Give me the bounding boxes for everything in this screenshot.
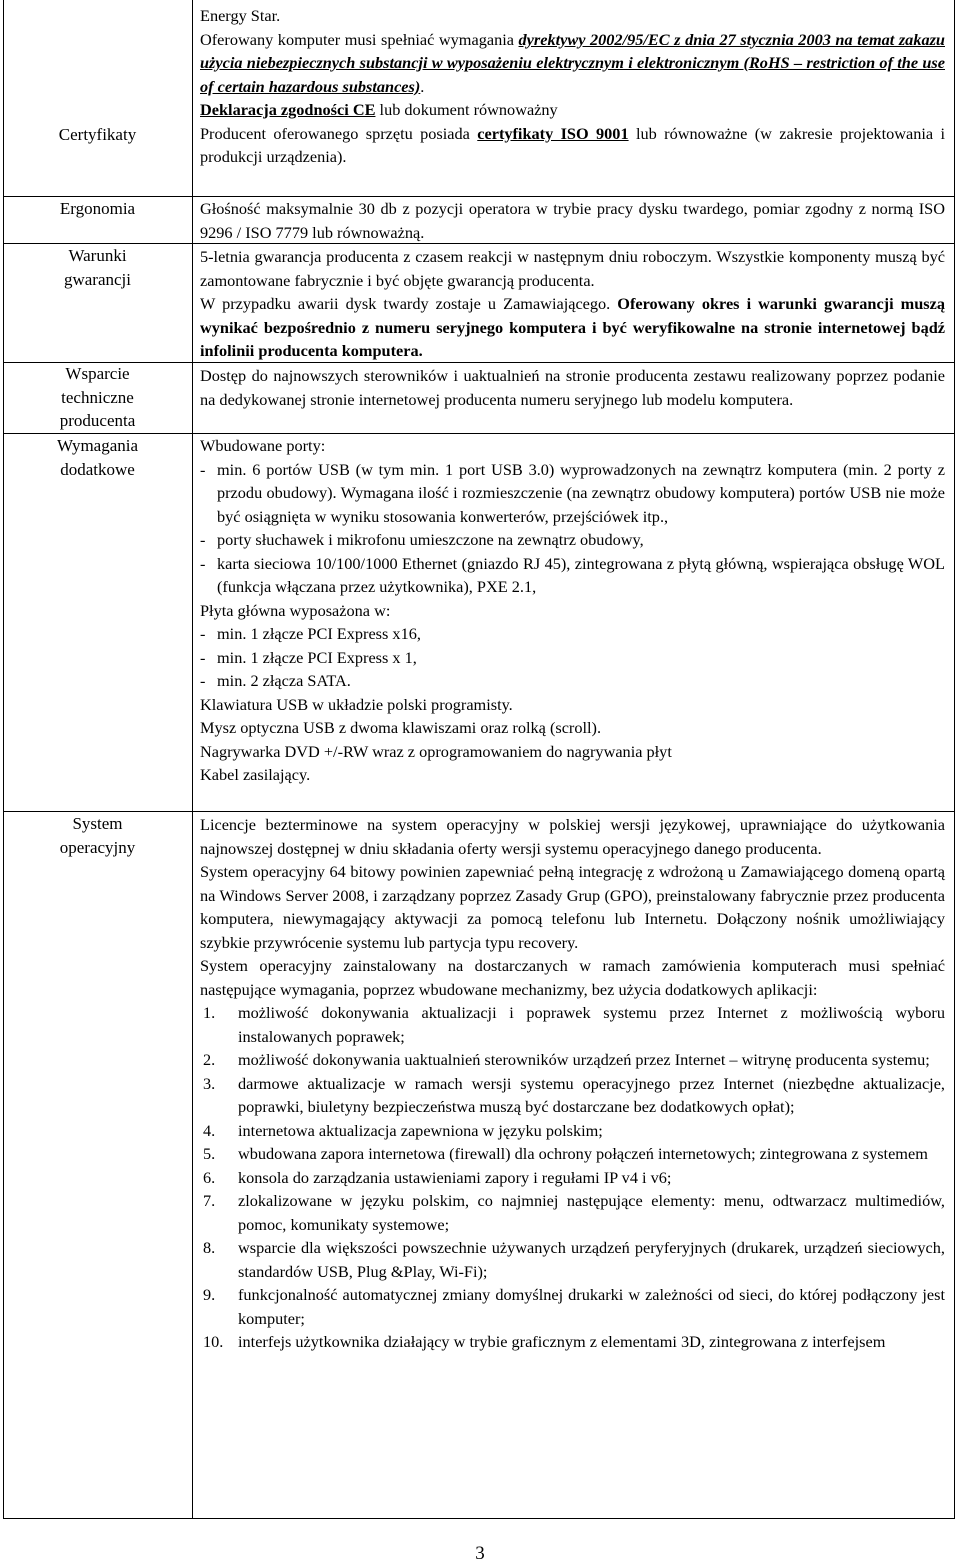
list-item — [200, 1119, 945, 1143]
warranty-disk-text: W przypadku awarii dysk twardy zostaje u Zamawiającego. — [200, 294, 618, 313]
os-license: Licencje bezterminowe na system operacyjny w polskiej wersji językowej, uprawniające do użytkowania najnowszej dostępnej w dniu składania oferty wersji systemu operacyjnego danego producenta. — [200, 815, 945, 858]
rohs-end: . — [420, 76, 425, 96]
board-sata: min. 2 złącza SATA. — [217, 671, 351, 690]
item-number: 9. — [203, 1285, 216, 1304]
item-number: 1. — [203, 1003, 216, 1022]
item-number: 6. — [203, 1167, 216, 1187]
list-item: - min. 1 złącze PCI Express x 1, — [200, 646, 945, 670]
board-pcie16: min. 1 złącze PCI Express x16, — [217, 624, 421, 643]
keyboard-spec: Klawiatura USB w układzie polski programisty. — [200, 694, 513, 714]
item-number: 8. — [203, 1238, 216, 1257]
rohs-requirement — [200, 28, 945, 99]
list-item — [200, 1142, 945, 1166]
label-wsparcie: Wsparcie techniczne producenta — [59, 364, 136, 430]
warranty-terms: 5-letnia gwarancja producenta z czasem reakcji w następnym dniu roboczym. Wszystkie komponenty muszą być zamontowane fabrycznie i być objęte gwarancją producenta. — [200, 247, 945, 290]
board-pcie1: min. 1 złącze PCI Express x 1, — [217, 647, 417, 667]
mouse-spec: Mysz optyczna USB z dwoma klawiszami oraz rolką (scroll). — [200, 718, 602, 737]
certyfikaty-cell — [200, 4, 945, 169]
warranty-serial-text: Oferowany okres i warunki gwarancji muszą wynikać bezpośrednio z numeru seryjnego komputera i być weryfikowalne na stronie internetowej bądź infolinii producenta komputera. — [200, 294, 945, 360]
list-item — [200, 1166, 945, 1190]
item-number: 7. — [203, 1191, 216, 1210]
iso-certificates — [200, 122, 945, 169]
iso-rest: lub równoważne (w zakresie projektowania i produkcji urządzenia). — [200, 123, 946, 166]
ce-rest: lub dokument równoważny — [375, 100, 558, 119]
item-text: konsola do zarządzania ustawieniami zapory i regułami IP v4 i v6; — [238, 1167, 672, 1187]
port-usb: min. 6 portów USB (w tym min. 1 port USB 3.0) wyprowadzonych na zewnątrz komputera (min. 2 porty z przodu obudowy). Wymagana ilość i rozmieszczenie (na zewnątrz obudowy komputera) portów USB nie może być osiągnięta w wyniku stosowania konwerterów, przejściówek itp., — [217, 459, 945, 526]
item-text: interfejs użytkownika działający w trybie graficznym z elementami 3D, zintegrowana z interfejsem — [238, 1332, 886, 1351]
list-item — [200, 1236, 945, 1283]
system-cell — [200, 813, 945, 1354]
item-text: internetowa aktualizacja zapewniona w języku polskim; — [238, 1120, 603, 1140]
list-item — [200, 1072, 945, 1119]
iso-title: certyfikaty ISO 9001 — [477, 123, 629, 143]
list-item — [200, 1330, 945, 1354]
list-item — [200, 1189, 945, 1236]
os-integration: System operacyjny 64 bitowy powinien zapewniać pełną integrację z wdrożoną u Zamawiającego domeną opartą na Windows Server 2008, i zarządzany poprzez Zasady Grup (GPO), preinstalowany fabrycznie przez producenta komputera, niewymagający aktywacji za pomocą telefonu lub Internetu. Dołączony nośnik umożliwiający szybkie przywrócenie systemu lub partycja typu recovery. — [200, 862, 945, 952]
label-ergonomia: Ergonomia — [59, 199, 136, 218]
item-number: 3. — [203, 1073, 216, 1093]
list-item: - porty słuchawek i mikrofonu umieszczone na zewnątrz obudowy, — [200, 528, 945, 552]
item-number: 5. — [203, 1144, 216, 1163]
ce-title: Deklaracja zgodności CE — [200, 100, 376, 119]
item-text: funkcjonalność automatycznej zmiany domyślnej drukarki w zależności od sieci, do której podłączony jest komputer; — [238, 1285, 945, 1328]
energy-star: Energy Star. — [200, 6, 281, 25]
wymagania-cell — [200, 434, 945, 787]
port-audio: porty słuchawek i mikrofonu umieszczone na zewnątrz obudowy, — [217, 530, 644, 549]
iso-intro: Producent oferowanego sprzętu posiada — [200, 123, 478, 143]
label-system: System operacyjny — [59, 814, 136, 857]
page-number: 3 — [475, 1543, 485, 1564]
item-text: możliwość dokonywania aktualizacji i poprawek systemu przez Internet z możliwością wyboru instalowanych poprawek; — [238, 1003, 945, 1046]
list-item: - min. 6 portów USB (w tym min. 1 port USB 3.0) wyprowadzonych na zewnątrz komputera (min. 2 porty z przodu obudowy). Wymagana ilość i rozmieszczenie (na zewnątrz obudowy komputera) portów USB nie może być osiągnięta w wyniku stosowania konwerterów, przejściówek itp., — [200, 458, 945, 529]
rohs-intro: Oferowany komputer musi spełniać wymagania — [200, 29, 519, 49]
board-title: Płyta główna wyposażona w: — [200, 600, 391, 620]
label-wymagania: Wymagania dodatkowe — [56, 436, 139, 479]
list-item: - min. 1 złącze PCI Express x16, — [200, 622, 945, 646]
label-certyfikaty: Certyfikaty — [58, 125, 137, 144]
dvd-spec: Nagrywarka DVD +/-RW wraz z oprogramowaniem do nagrywania płyt — [200, 741, 672, 761]
ports-title: Wbudowane porty: — [200, 436, 326, 455]
cable-spec: Kabel zasilający. — [200, 765, 311, 784]
warranty-disk — [200, 292, 945, 363]
ergonomia-cell — [200, 197, 945, 244]
list-item — [200, 1001, 945, 1048]
item-number: 4. — [203, 1120, 216, 1140]
item-number: 10. — [203, 1332, 224, 1351]
noise-level: Głośność maksymalnie 30 db z pozycji operatora w trybie pracy dysku twardego, pomiar zgodny z normą ISO 9296 / ISO 7779 lub równoważną. — [200, 199, 945, 242]
rohs-directive: dyrektywy 2002/95/EC z dnia 27 stycznia 2003 na temat zakazu użycia niebezpiecznych substancji w wyposażeniu elektrycznym i elektronicznym (RoHS – restriction of the use of certain hazardous substances) — [200, 29, 945, 96]
list-item — [200, 1283, 945, 1330]
item-text: zlokalizowane w języku polskim, co najmniej następujące elementy: menu, odtwarzacz multimediów, pomoc, komunikaty systemowe; — [238, 1191, 945, 1234]
list-item — [200, 1048, 945, 1072]
list-item: - karta sieciowa 10/100/1000 Ethernet (gniazdo RJ 45), zintegrowana z płytą główną, wspierająca obsługę WOL (funkcja włączana przez użytkownika), PXE 2.1, — [200, 552, 945, 599]
list-item: - min. 2 złącza SATA. — [200, 669, 945, 693]
item-text: wsparcie dla większości powszechnie używanych urządzeń peryferyjnych (drukarek, urządzeń sieciowych, standardów USB, Plug &Play, Wi-Fi); — [238, 1238, 945, 1281]
item-text: wbudowana zapora internetowa (firewall) dla ochrony połączeń internetowych; zintegrowana z systemem — [238, 1144, 928, 1163]
port-ethernet: karta sieciowa 10/100/1000 Ethernet (gniazdo RJ 45), zintegrowana z płytą główną, wspierająca obsługę WOL (funkcja włączana przez użytkownika), PXE 2.1, — [217, 553, 945, 596]
driver-support: Dostęp do najnowszych sterowników i uaktualnień na stronie producenta zestawu realizowany poprzez podanie na dedykowanej stronie internetowej producenta numeru seryjnego lub modelu komputera. — [200, 366, 945, 409]
gwarancja-cell — [200, 245, 945, 363]
item-text: możliwość dokonywania uaktualnień sterowników urządzeń przez Internet – witrynę producenta systemu; — [238, 1050, 930, 1069]
item-text: darmowe aktualizacje w ramach wersji systemu operacyjnego przez Internet (niezbędne aktualizacje, poprawki, biuletyny bezpieczeństwa muszą być dostarczane bez dodatkowych opłat); — [238, 1073, 945, 1116]
ce-declaration — [200, 98, 945, 122]
column-divider — [192, 0, 193, 1519]
os-requirements: System operacyjny zainstalowany na dostarczanych w ramach zamówienia komputerach musi spełniać następujące wymagania, poprzez wbudowane mechanizmy, bez użycia dodatkowych aplikacji: — [200, 956, 945, 999]
item-number: 2. — [203, 1050, 216, 1069]
label-warunki-gwarancji: Warunki gwarancji — [63, 246, 132, 289]
wsparcie-cell — [200, 364, 945, 411]
